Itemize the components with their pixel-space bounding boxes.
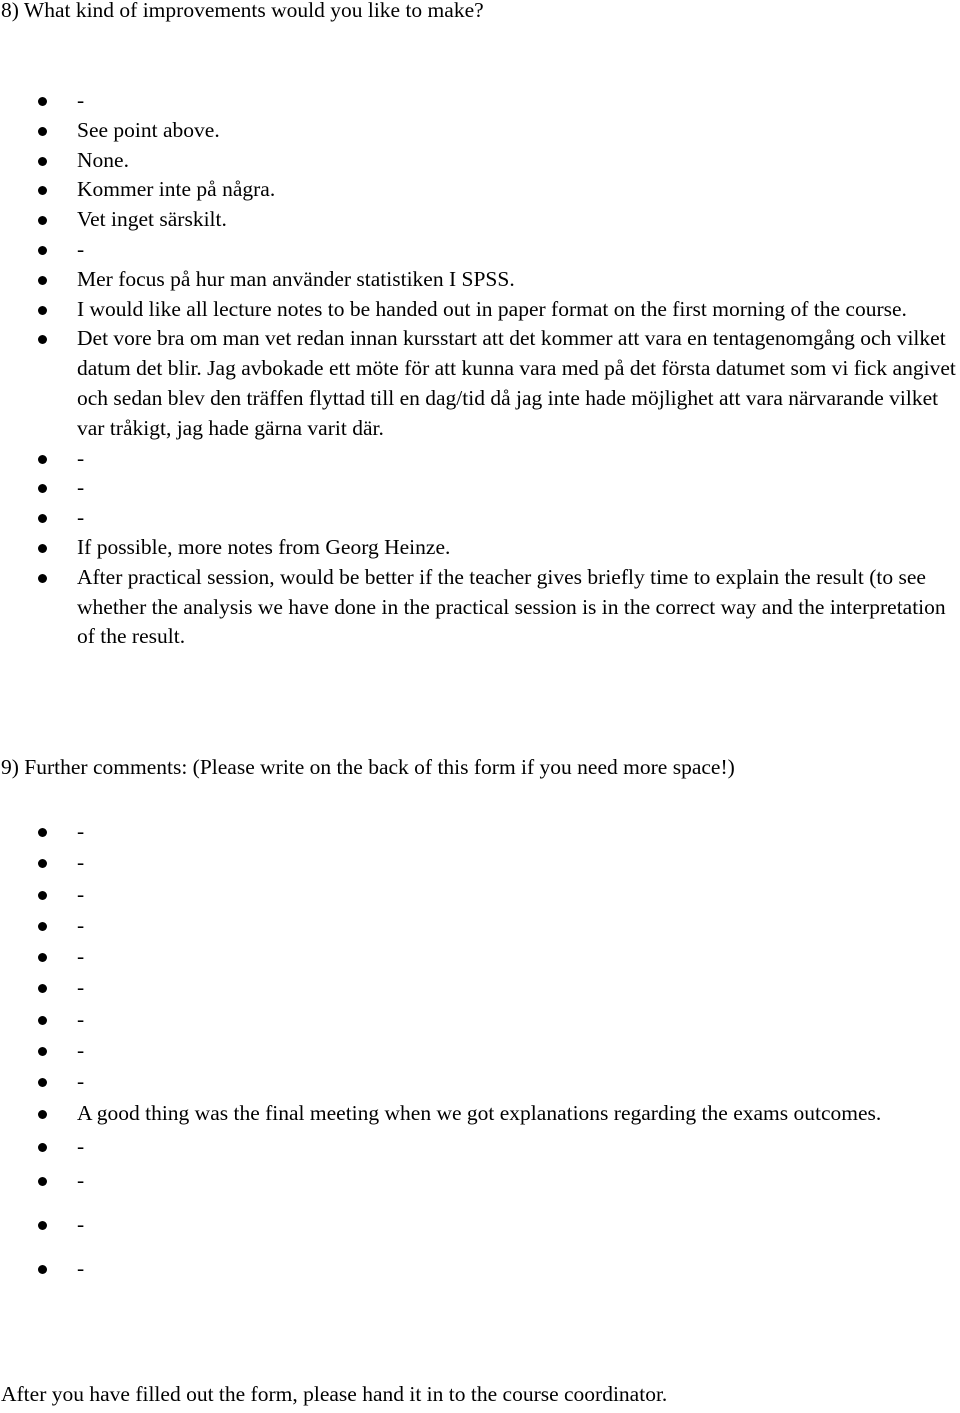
bullet-icon	[38, 127, 47, 136]
answer-text: -	[77, 1255, 85, 1280]
list-item	[0, 563, 960, 652]
list-item	[0, 324, 960, 443]
bullet-icon	[38, 953, 47, 962]
answer-text: -	[77, 1212, 85, 1237]
bullet-icon	[38, 574, 47, 583]
bullet-icon	[38, 1110, 47, 1119]
bullet-icon	[38, 484, 47, 493]
bullet-icon	[38, 1221, 47, 1230]
footer-instruction: After you have filled out the form, please hand it in to the course coordinator.	[1, 1382, 668, 1406]
bullet-icon	[38, 984, 47, 993]
list-item	[0, 1099, 960, 1129]
answer-text: Kommer inte på några.	[77, 177, 276, 202]
list-item	[0, 911, 960, 941]
list-item	[0, 1036, 960, 1066]
list-item	[0, 503, 960, 533]
answer-text: -	[77, 236, 85, 261]
list-item	[0, 86, 960, 116]
answer-text: Det vore bra om man vet redan innan kursstart att det kommer att vara en tentagenomgång och vilket datum det blir. Jag avbokade ett möte för att kunna vara med på det första datumet som vi fick angivet och sedan blev den träffen flyttad till en dag/tid då jag inte hade möjlighet att vara närvarande vilket var tråkigt, jag hade gärna varit där.	[77, 326, 956, 440]
answer-text: Vet inget särskilt.	[77, 207, 227, 232]
bullet-icon	[38, 1265, 47, 1274]
list-item	[0, 146, 960, 176]
bullet-icon	[38, 216, 47, 225]
answer-text: -	[77, 1168, 85, 1193]
list-item	[0, 295, 960, 325]
answer-text: -	[77, 944, 85, 969]
question-9-answer-list	[0, 817, 960, 1284]
list-item	[0, 265, 960, 295]
bullet-icon	[38, 891, 47, 900]
answer-text: Mer focus på hur man använder statistiken I SPSS.	[77, 266, 515, 291]
list-item	[0, 1132, 960, 1162]
answer-text: -	[77, 850, 85, 875]
bullet-icon	[38, 246, 47, 255]
answer-text: -	[77, 445, 85, 470]
list-item	[0, 942, 960, 972]
list-item	[0, 1210, 960, 1240]
answer-text: -	[77, 475, 85, 500]
answer-text: -	[77, 912, 85, 937]
answer-text: After practical session, would be better if the teacher gives briefly time to explain the result (to see whether the analysis we have done in the practical session is in the correct way and the interpretation of the result.	[77, 564, 946, 649]
answer-text: -	[77, 1069, 85, 1094]
list-item	[0, 848, 960, 878]
bullet-icon	[38, 828, 47, 837]
bullet-icon	[38, 922, 47, 931]
answer-text: -	[77, 505, 85, 530]
bullet-icon	[38, 455, 47, 464]
list-item	[0, 1005, 960, 1035]
answer-text: If possible, more notes from Georg Heinze.	[77, 534, 451, 559]
answer-text: -	[77, 1134, 85, 1159]
list-item	[0, 817, 960, 847]
list-item	[0, 205, 960, 235]
bullet-icon	[38, 97, 47, 106]
bullet-icon	[38, 186, 47, 195]
answer-text: I would like all lecture notes to be handed out in paper format on the first morning of the course.	[77, 296, 907, 321]
bullet-icon	[38, 1177, 47, 1186]
list-item	[0, 116, 960, 146]
bullet-icon	[38, 1143, 47, 1152]
list-item	[0, 1254, 960, 1284]
list-item	[0, 1166, 960, 1196]
list-item	[0, 973, 960, 1003]
list-item	[0, 444, 960, 474]
list-item	[0, 533, 960, 563]
question-9-heading: 9) Further comments: (Please write on the back of this form if you need more space!)	[1, 755, 735, 779]
bullet-icon	[38, 1047, 47, 1056]
answer-text: -	[77, 819, 85, 843]
answer-text: -	[77, 881, 85, 906]
bullet-icon	[38, 514, 47, 523]
answer-text: -	[77, 1038, 85, 1063]
list-item	[0, 880, 960, 910]
answer-text: -	[77, 975, 85, 1000]
answer-text: -	[77, 1006, 85, 1031]
bullet-icon	[38, 157, 47, 166]
list-item	[0, 1067, 960, 1097]
bullet-icon	[38, 335, 47, 344]
bullet-icon	[38, 1016, 47, 1025]
bullet-icon	[38, 276, 47, 285]
bullet-icon	[38, 306, 47, 315]
question-8-heading: 8) What kind of improvements would you like to make?	[1, 0, 484, 22]
answer-text: -	[77, 88, 85, 112]
bullet-icon	[38, 544, 47, 553]
list-item	[0, 235, 960, 265]
list-item	[0, 175, 960, 205]
answer-text: See point above.	[77, 117, 220, 142]
bullet-icon	[38, 859, 47, 868]
question-8-answer-list	[0, 86, 960, 652]
bullet-icon	[38, 1078, 47, 1087]
answer-text: None.	[77, 147, 129, 172]
list-item	[0, 473, 960, 503]
answer-text: A good thing was the final meeting when we got explanations regarding the exams outcomes.	[77, 1100, 882, 1125]
